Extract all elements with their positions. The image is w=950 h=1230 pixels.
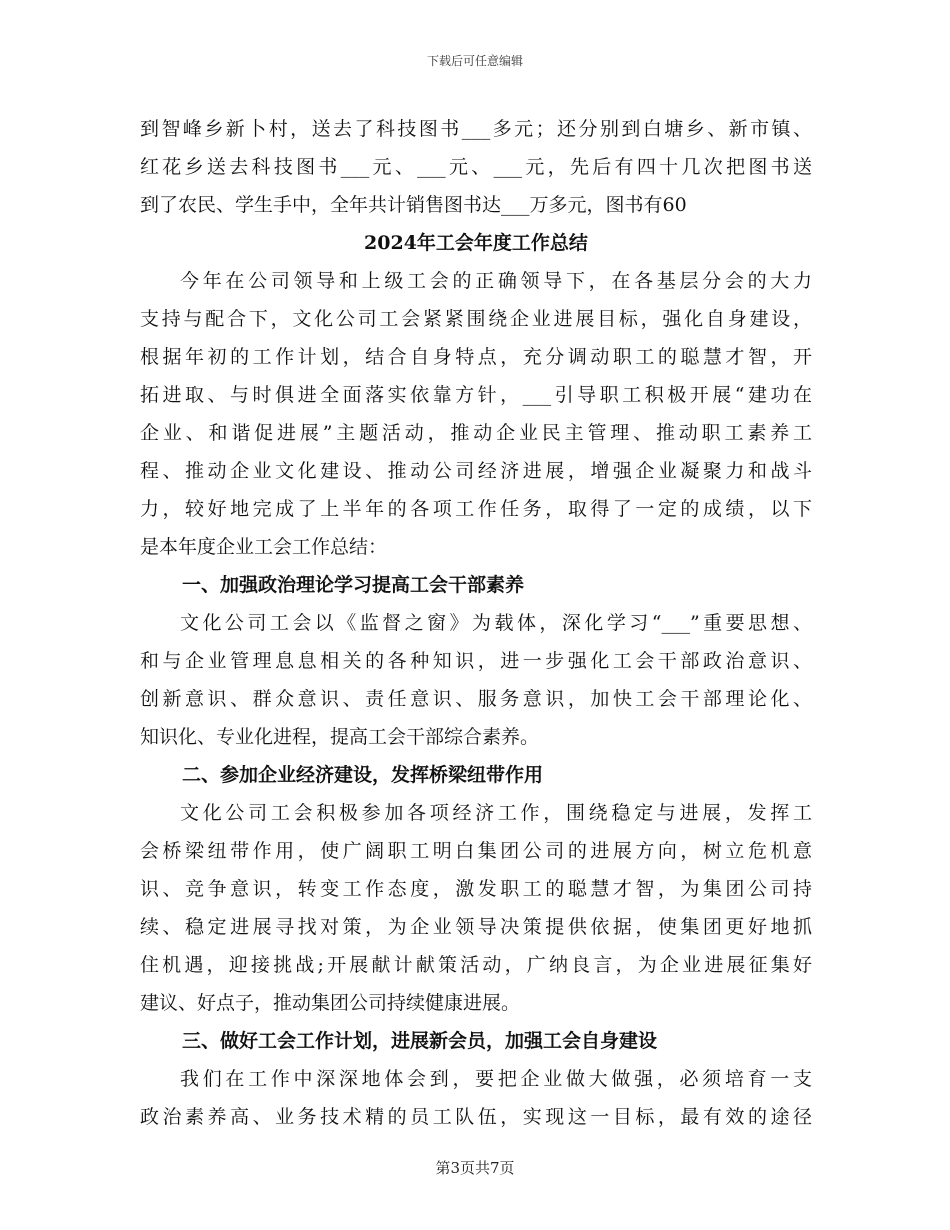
intro-fragment-line: 到了农民、学生手中，全年共计销售图书达___万多元，图书有60 [140,194,687,216]
intro-fragment-line: 到智峰乡新卜村，送去了科技图书___多元；还分别到白塘乡、新市镇、 [140,118,812,140]
paragraph-line: 建议、好点子，推动集团公司持续健康进展。 [140,992,521,1014]
paragraph-line: 会桥梁纽带作用，使广阔职工明白集团公司的进展方向，树立危机意 [140,840,812,862]
section-heading: 三、做好工会工作计划，进展新会员，加强工会自身建设 [182,1030,658,1052]
paragraph-line: 续、稳定进展寻找对策，为企业领导决策提供依据，使集团更好地抓 [140,916,812,938]
section-heading: 二、参加企业经济建设，发挥桥梁纽带作用 [182,764,544,786]
document-body [140,110,812,1136]
paragraph-line: 识、竞争意识，转变工作态度，激发职工的聪慧才智，为集团公司持 [140,878,812,900]
paragraph-line: 力，较好地完成了上半年的各项工作任务，取得了一定的成绩，以下 [140,498,812,520]
paragraph-line: 创新意识、群众意识、责任意识、服务意识，加快工会干部理论化、 [140,688,812,710]
paragraph-line: 拓进取、与时俱进全面落实依靠方针，___引导职工积极开展“建功在 [140,384,812,406]
paragraph-line: 文化公司工会积极参加各项经济工作，围绕稳定与进展，发挥工 [180,802,812,824]
paragraph-line: 程、推动企业文化建设、推动公司经济进展，增强企业凝聚力和战斗 [140,460,812,482]
page-number: 第3页共7页 [435,1159,515,1177]
section-heading: 一、加强政治理论学习提高工会干部素养 [182,574,525,596]
paragraph-line: 政治素养高、业务技术精的员工队伍，实现这一目标，最有效的途径 [140,1106,812,1128]
intro-fragment-line: 红花乡送去科技图书___元、___元、___元，先后有四十几次把图书送 [140,156,812,178]
paragraph-line: 今年在公司领导和上级工会的正确领导下，在各基层分会的大力 [180,270,812,292]
paragraph-line: 住机遇，迎接挑战;开展献计献策活动，广纳良言，为企业进展征集好 [140,954,812,976]
paragraph-line: 知识化、专业化进程，提高工会干部综合素养。 [140,726,540,748]
paragraph-line: 文化公司工会以《监督之窗》为载体，深化学习“___”重要思想、 [180,612,812,634]
paragraph-line: 和与企业管理息息相关的各种知识，进一步强化工会干部政治意识、 [140,650,812,672]
page-header-note: 下载后可任意编辑 [426,54,523,68]
paragraph-line: 我们在工作中深深地体会到，要把企业做大做强，必须培育一支 [180,1068,812,1090]
paragraph-line: 根据年初的工作计划，结合自身特点，充分调动职工的聪慧才智，开 [140,346,812,368]
paragraph-line: 企业、和谐促进展”主题活动，推动企业民主管理、推动职工素养工 [140,422,812,444]
paragraph-line: 是本年度企业工会工作总结： [140,536,388,558]
paragraph-line: 支持与配合下，文化公司工会紧紧围绕企业进展目标，强化自身建设， [140,308,812,330]
document-title: 2024年工会年度工作总结 [364,232,588,254]
